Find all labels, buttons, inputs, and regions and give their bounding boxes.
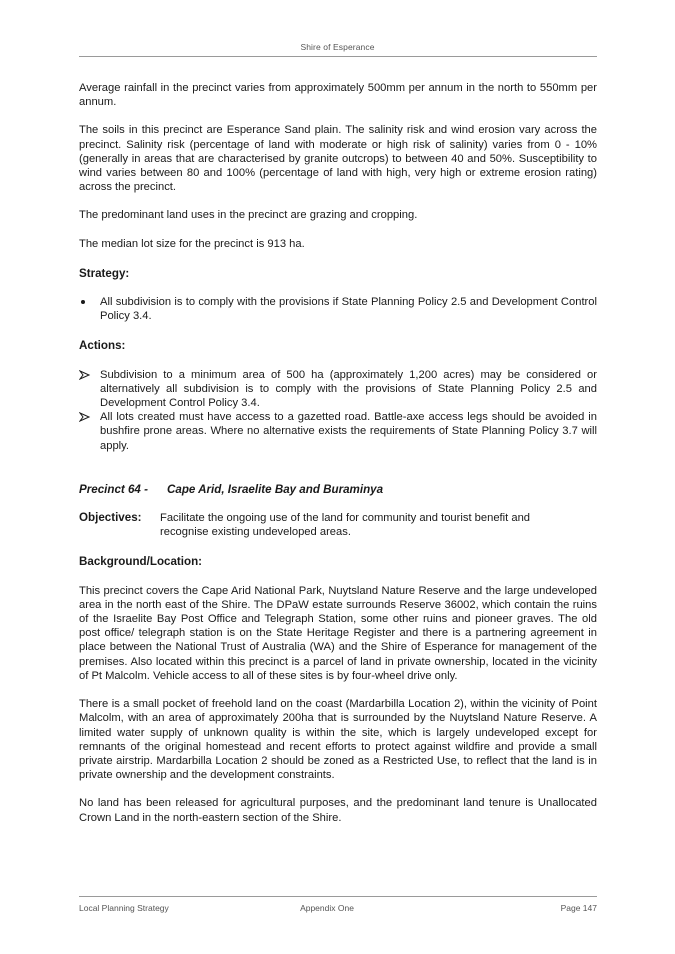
precinct-code: Precinct 64 - bbox=[79, 482, 148, 496]
objectives-row bbox=[79, 511, 597, 539]
strategy-list bbox=[79, 295, 597, 323]
action-item-text: Subdivision to a minimum area of 500 ha (approximately 1,200 acres) may be considered or alternatively all subdivision is to comply with the provisions of State Planning Policy 2.5 and Development Control Policy 3.4. bbox=[100, 368, 597, 410]
arrow-bullet-icon bbox=[79, 369, 91, 381]
footer-page-number: Page 147 bbox=[560, 903, 597, 913]
arrow-bullet-icon bbox=[79, 411, 91, 423]
footer-rule bbox=[79, 896, 597, 897]
precinct-heading bbox=[79, 483, 597, 497]
footer-section: Appendix One bbox=[300, 903, 354, 913]
action-item bbox=[79, 410, 597, 453]
action-item-text: All lots created must have access to a gazetted road. Battle-axe access legs should be avoided in bushfire prone areas. Where no alternative exists the requirements of State Planning Policy 3.7 will apply. bbox=[100, 411, 597, 452]
paragraph-soils: The soils in this precinct are Esperance Sand plain. The salinity risk and wind erosion vary across the precinct. Salinity risk (percentage of land with moderate or high risk of salinity) varies from 0 - 10% (generally in areas that are characterised by granite outcrops) to between 40 and 50%. Susceptibility to wind varies between 80 and 100% (percentage of land with high, very high or extreme erosion rating) across the precinct. bbox=[79, 124, 597, 194]
page-body bbox=[79, 81, 597, 825]
objectives-label: Objectives: bbox=[79, 511, 142, 525]
page-header: Shire of Esperance bbox=[300, 42, 375, 52]
paragraph-background-2: There is a small pocket of freehold land on the coast (Mardarbilla Location 2), within the vicinity of Point Malcolm, with an area of approximately 200ha that is surrounded by the Nuytsland Nature Reserve. A limited water supply of unknown quality is within the site, which is largely undeveloped except for remnants of the original homestead and recent efforts to protect against wildfire and provide a small private airstrip. Mardarbilla Location 2 should be zoned as a Restricted Use, to reflect that the land is in private ownership and the development constraints. bbox=[79, 698, 597, 782]
strategy-heading: Strategy: bbox=[79, 266, 130, 280]
paragraph-rainfall: Average rainfall in the precinct varies from approximately 500mm per annum in the north to 550mm per annum. bbox=[79, 82, 597, 109]
footer-document-title: Local Planning Strategy bbox=[79, 903, 169, 913]
strategy-item bbox=[79, 295, 597, 323]
paragraph-background-1: This precinct covers the Cape Arid National Park, Nuytsland Nature Reserve and the large undeveloped area in the north east of the Shire. The DPaW estate surrounds Reserve 36002, which contain the ruins of the Israelite Bay Post Office and Telegraph Station, some other ruins and pioneer graves. The old post office/ telegraph station is on the State Heritage Register and there is a partnering agreement in place between the National Trust of Australia (WA) and the Shire of Esperance for management of the premises. Also located within this precinct is a parcel of land in private ownership, located in the vicinity of Pt Malcolm. Vehicle access to all of these sites is by four-wheel drive only. bbox=[79, 584, 597, 682]
strategy-item-text: All subdivision is to comply with the provisions if State Planning Policy 2.5 and Development Control Policy 3.4. bbox=[100, 296, 597, 323]
paragraph-lot-size: The median lot size for the precinct is 913 ha. bbox=[79, 237, 305, 250]
action-item bbox=[79, 368, 597, 411]
paragraph-land-uses: The predominant land uses in the precinct are grazing and cropping. bbox=[79, 209, 418, 222]
bullet-icon bbox=[81, 300, 85, 304]
precinct-name: Cape Arid, Israelite Bay and Buraminya bbox=[167, 482, 384, 496]
header-rule bbox=[79, 56, 597, 57]
paragraph-background-3: No land has been released for agricultural purposes, and the predominant land tenure is Unallocated Crown Land in the north-eastern section of the Shire. bbox=[79, 797, 597, 824]
objectives-text: Facilitate the ongoing use of the land for community and tourist benefit and recognise existing undeveloped areas. bbox=[160, 512, 531, 539]
actions-list bbox=[79, 368, 597, 453]
background-heading: Background/Location: bbox=[79, 555, 203, 569]
actions-heading: Actions: bbox=[79, 339, 126, 353]
